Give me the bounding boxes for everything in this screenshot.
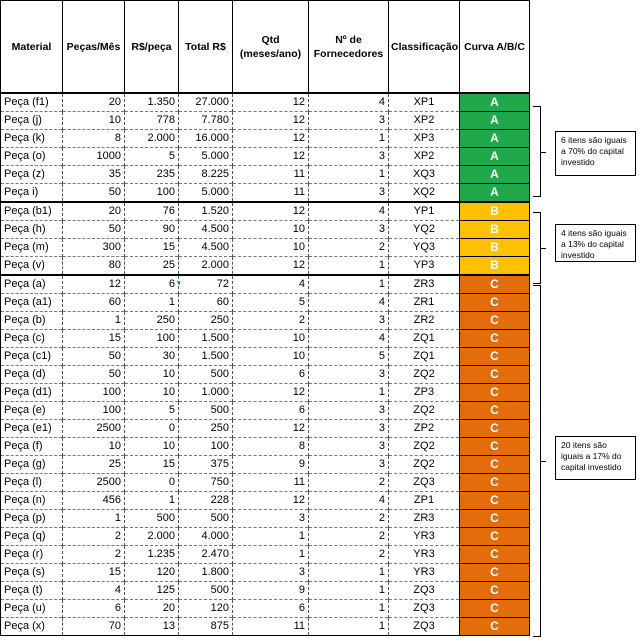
cell-classificacao: ZQ1 (389, 330, 460, 348)
cell-preco: 100 (125, 330, 179, 348)
cell-curva: A (460, 148, 530, 166)
cell-pecas-mes: 15 (63, 330, 125, 348)
cell-qtd: 11 (233, 474, 309, 492)
cell-preco: 0 (125, 474, 179, 492)
cell-classificacao: ZR2 (389, 312, 460, 330)
cell-pecas-mes: 300 (63, 239, 125, 257)
cell-qtd: 10 (233, 239, 309, 257)
cell-total: 100 (179, 438, 233, 456)
table-row (1, 275, 530, 294)
cell-qtd: 8 (233, 438, 309, 456)
cell-curva: C (460, 528, 530, 546)
table-row (1, 600, 530, 618)
cell-total: 500 (179, 582, 233, 600)
table-row (1, 184, 530, 203)
cell-fornecedores: 2 (309, 239, 389, 257)
cell-material: Peça (s) (1, 564, 63, 582)
cell-total: 8.225 (179, 166, 233, 184)
cell-classificacao: ZQ3 (389, 474, 460, 492)
note-curva-c: 20 itens são iguais a 17% do capital investido (555, 436, 636, 480)
cell-pecas-mes: 50 (63, 348, 125, 366)
cell-material: Peça (t) (1, 582, 63, 600)
table-row (1, 166, 530, 184)
cell-qtd: 11 (233, 618, 309, 636)
cell-pecas-mes: 2500 (63, 420, 125, 438)
cell-fornecedores: 1 (309, 257, 389, 276)
cell-pecas-mes: 60 (63, 294, 125, 312)
cell-classificacao: ZR1 (389, 294, 460, 312)
cell-classificacao: ZQ3 (389, 582, 460, 600)
header-classificacao: Classificação (389, 1, 460, 94)
cell-fornecedores: 1 (309, 275, 389, 294)
cell-preco: 10 (125, 366, 179, 384)
cell-total: 5.000 (179, 148, 233, 166)
cell-qtd: 12 (233, 202, 309, 221)
cell-curva: C (460, 384, 530, 402)
cell-qtd: 3 (233, 564, 309, 582)
cell-material: Peça (v) (1, 257, 63, 276)
cell-curva: A (460, 166, 530, 184)
cell-pecas-mes: 20 (63, 93, 125, 112)
header-pecas-mes: Peças/Mês (63, 1, 125, 94)
cell-qtd: 10 (233, 348, 309, 366)
table-row (1, 221, 530, 239)
cell-fornecedores: 2 (309, 528, 389, 546)
cell-curva: C (460, 600, 530, 618)
cell-curva: C (460, 492, 530, 510)
cell-classificacao: ZQ3 (389, 618, 460, 636)
cell-curva: A (460, 93, 530, 112)
cell-classificacao: YR3 (389, 564, 460, 582)
cell-material: Peça (f1) (1, 93, 63, 112)
cell-material: Peça (d) (1, 366, 63, 384)
cell-pecas-mes: 1000 (63, 148, 125, 166)
cell-qtd: 1 (233, 528, 309, 546)
cell-total: 5.000 (179, 184, 233, 203)
cell-pecas-mes: 50 (63, 221, 125, 239)
cell-curva: C (460, 330, 530, 348)
table-row (1, 112, 530, 130)
cell-preco: 120 (125, 564, 179, 582)
cell-pecas-mes: 70 (63, 618, 125, 636)
brace-c (533, 285, 541, 637)
cell-fornecedores: 1 (309, 618, 389, 636)
cell-total: 1.520 (179, 202, 233, 221)
cell-total: 1.500 (179, 330, 233, 348)
cell-classificacao: YP3 (389, 257, 460, 276)
table-row (1, 130, 530, 148)
cell-qtd: 11 (233, 184, 309, 203)
cell-preco: 2.000 (125, 130, 179, 148)
cell-pecas-mes: 10 (63, 112, 125, 130)
cell-pecas-mes: 6 (63, 600, 125, 618)
header-fornecedores: Nº de Fornecedores (309, 1, 389, 94)
cell-pecas-mes: 12 (63, 275, 125, 294)
cell-total: 4.500 (179, 221, 233, 239)
cell-classificacao: YR3 (389, 528, 460, 546)
cell-classificacao: YQ3 (389, 239, 460, 257)
cell-fornecedores: 1 (309, 600, 389, 618)
cell-pecas-mes: 25 (63, 456, 125, 474)
cell-fornecedores: 3 (309, 221, 389, 239)
cell-curva: C (460, 510, 530, 528)
brace-b (533, 212, 541, 284)
cell-qtd: 2 (233, 312, 309, 330)
cell-qtd: 6 (233, 600, 309, 618)
table-row (1, 510, 530, 528)
cell-preco: 500 (125, 510, 179, 528)
cell-curva: A (460, 130, 530, 148)
cell-pecas-mes: 80 (63, 257, 125, 276)
cell-curva: C (460, 564, 530, 582)
cell-material: Peça (p) (1, 510, 63, 528)
cell-qtd: 6 (233, 402, 309, 420)
table-row (1, 474, 530, 492)
cell-preco: 10 (125, 438, 179, 456)
cell-preco: 125 (125, 582, 179, 600)
cell-pecas-mes: 8 (63, 130, 125, 148)
table-row (1, 564, 530, 582)
cell-qtd: 10 (233, 221, 309, 239)
cell-fornecedores: 4 (309, 202, 389, 221)
cell-preco: 6 (125, 275, 179, 294)
cell-qtd: 12 (233, 112, 309, 130)
cell-material: Peça (g) (1, 456, 63, 474)
cell-qtd: 12 (233, 257, 309, 276)
cell-curva: B (460, 257, 530, 276)
cell-preco: 13 (125, 618, 179, 636)
cell-fornecedores: 1 (309, 130, 389, 148)
cell-material: Peça (h) (1, 221, 63, 239)
cell-curva: C (460, 312, 530, 330)
table-row (1, 366, 530, 384)
cell-classificacao: XQ2 (389, 184, 460, 203)
table-row (1, 438, 530, 456)
cell-preco: 90 (125, 221, 179, 239)
cell-fornecedores: 4 (309, 294, 389, 312)
cell-fornecedores: 3 (309, 312, 389, 330)
cell-qtd: 3 (233, 510, 309, 528)
cell-classificacao: YR3 (389, 546, 460, 564)
cell-fornecedores: 4 (309, 93, 389, 112)
cell-material: Peça (c) (1, 330, 63, 348)
cell-pecas-mes: 1 (63, 510, 125, 528)
cell-material: Peça (d1) (1, 384, 63, 402)
table-row (1, 239, 530, 257)
table-row (1, 546, 530, 564)
header-material: Material (1, 1, 63, 94)
cell-fornecedores: 3 (309, 366, 389, 384)
cell-fornecedores: 5 (309, 348, 389, 366)
cell-material: Peça (b) (1, 312, 63, 330)
cell-pecas-mes: 2 (63, 528, 125, 546)
cell-fornecedores: 2 (309, 510, 389, 528)
cell-total: 4.500 (179, 239, 233, 257)
cell-material: Peça (f) (1, 438, 63, 456)
cell-classificacao: ZQ2 (389, 438, 460, 456)
cell-preco: 1.350 (125, 93, 179, 112)
cell-pecas-mes: 100 (63, 384, 125, 402)
cell-classificacao: ZR3 (389, 510, 460, 528)
cell-curva: C (460, 582, 530, 600)
cell-preco: 1.235 (125, 546, 179, 564)
cell-material: Peça (j) (1, 112, 63, 130)
cell-total: 250 (179, 312, 233, 330)
cell-material: Peça (z) (1, 166, 63, 184)
cell-material: Peça (r) (1, 546, 63, 564)
note-curva-a: 6 itens são iguais a 70% do capital investido (555, 131, 636, 176)
cell-fornecedores: 3 (309, 184, 389, 203)
table-body (1, 93, 530, 636)
cell-pecas-mes: 15 (63, 564, 125, 582)
cell-preco: 10 (125, 384, 179, 402)
cell-fornecedores: 3 (309, 402, 389, 420)
cell-fornecedores: 3 (309, 456, 389, 474)
cell-qtd: 9 (233, 456, 309, 474)
cell-preco: 0 (125, 420, 179, 438)
table-row (1, 202, 530, 221)
cell-pecas-mes: 1 (63, 312, 125, 330)
cell-classificacao: ZQ3 (389, 600, 460, 618)
cell-pecas-mes: 4 (63, 582, 125, 600)
cell-fornecedores: 2 (309, 546, 389, 564)
cell-preco: 250 (125, 312, 179, 330)
cell-preco: 1 (125, 294, 179, 312)
cell-fornecedores: 1 (309, 582, 389, 600)
cell-total: 7.780 (179, 112, 233, 130)
cell-total: 16.000 (179, 130, 233, 148)
cell-qtd: 4 (233, 275, 309, 294)
cell-material: Peça (x) (1, 618, 63, 636)
cell-material: Peça (n) (1, 492, 63, 510)
cell-qtd: 12 (233, 420, 309, 438)
cell-qtd: 12 (233, 492, 309, 510)
cell-curva: C (460, 420, 530, 438)
cell-total: 875 (179, 618, 233, 636)
cell-preco: 5 (125, 402, 179, 420)
cell-preco: 100 (125, 184, 179, 203)
cell-curva: C (460, 366, 530, 384)
cell-pecas-mes: 20 (63, 202, 125, 221)
cell-pecas-mes: 456 (63, 492, 125, 510)
table-row (1, 294, 530, 312)
cell-qtd: 12 (233, 130, 309, 148)
table-row (1, 257, 530, 276)
table-row (1, 402, 530, 420)
cell-classificacao: ZP1 (389, 492, 460, 510)
cell-total: 120 (179, 600, 233, 618)
cell-material: Peça (a1) (1, 294, 63, 312)
cell-material: Peça (q) (1, 528, 63, 546)
table-row (1, 348, 530, 366)
cell-curva: B (460, 202, 530, 221)
table-row (1, 618, 530, 636)
header-qtd: Qtd (meses/ano) (233, 1, 309, 94)
cell-fornecedores: 3 (309, 148, 389, 166)
cell-classificacao: ZR3 (389, 275, 460, 294)
cell-classificacao: ZQ2 (389, 456, 460, 474)
cell-preco: 2.000 (125, 528, 179, 546)
table-row (1, 330, 530, 348)
cell-material: Peça (e) (1, 402, 63, 420)
cell-pecas-mes: 100 (63, 402, 125, 420)
cell-preco: 5 (125, 148, 179, 166)
cell-fornecedores: 3 (309, 112, 389, 130)
cell-qtd: 6 (233, 366, 309, 384)
table-row (1, 582, 530, 600)
cell-total: 2.470 (179, 546, 233, 564)
cell-qtd: 12 (233, 148, 309, 166)
cell-curva: C (460, 275, 530, 294)
cell-preco: 76 (125, 202, 179, 221)
cell-material: Peça (u) (1, 600, 63, 618)
cell-classificacao: XP2 (389, 148, 460, 166)
brace-a (533, 106, 541, 197)
cell-preco: 25 (125, 257, 179, 276)
cell-total: 500 (179, 402, 233, 420)
cell-material: Peça (b1) (1, 202, 63, 221)
cell-qtd: 11 (233, 166, 309, 184)
cell-classificacao: XQ3 (389, 166, 460, 184)
cell-total: 4.000 (179, 528, 233, 546)
cell-classificacao: ZP2 (389, 420, 460, 438)
cell-classificacao: ZP3 (389, 384, 460, 402)
cell-curva: C (460, 438, 530, 456)
cell-pecas-mes: 35 (63, 166, 125, 184)
cell-curva: A (460, 112, 530, 130)
cell-material: Peça (a) (1, 275, 63, 294)
cell-pecas-mes: 50 (63, 366, 125, 384)
cell-qtd: 5 (233, 294, 309, 312)
table-row (1, 420, 530, 438)
cell-total: 228 (179, 492, 233, 510)
cell-preco: 235 (125, 166, 179, 184)
cell-classificacao: ZQ2 (389, 366, 460, 384)
cell-classificacao: ZQ1 (389, 348, 460, 366)
cell-fornecedores: 1 (309, 166, 389, 184)
cell-classificacao: ZQ2 (389, 402, 460, 420)
cell-qtd: 12 (233, 384, 309, 402)
cell-total: 1.000 (179, 384, 233, 402)
cell-fornecedores: 3 (309, 420, 389, 438)
cell-curva: B (460, 239, 530, 257)
cell-curva: C (460, 402, 530, 420)
cell-preco: 15 (125, 456, 179, 474)
note-curva-b: 4 itens são iguais a 13% do capital investido (555, 224, 636, 262)
cell-curva: C (460, 348, 530, 366)
cell-total: 500 (179, 366, 233, 384)
cell-preco: 30 (125, 348, 179, 366)
cell-pecas-mes: 10 (63, 438, 125, 456)
cell-curva: B (460, 221, 530, 239)
cell-preco: 15 (125, 239, 179, 257)
table-row (1, 148, 530, 166)
cell-total: 250 (179, 420, 233, 438)
cell-qtd: 1 (233, 546, 309, 564)
cell-material: Peça i) (1, 184, 63, 203)
cell-qtd: 9 (233, 582, 309, 600)
cell-preco: 1 (125, 492, 179, 510)
cell-material: Peça (o) (1, 148, 63, 166)
cell-total: 1.500 (179, 348, 233, 366)
table-row (1, 93, 530, 112)
cell-qtd: 12 (233, 93, 309, 112)
header-total: Total R$ (179, 1, 233, 94)
cell-curva: C (460, 546, 530, 564)
cell-pecas-mes: 50 (63, 184, 125, 203)
cell-fornecedores: 1 (309, 384, 389, 402)
cell-classificacao: XP3 (389, 130, 460, 148)
cell-total: 72 (179, 275, 233, 294)
cell-fornecedores: 4 (309, 330, 389, 348)
cell-material: Peça (l) (1, 474, 63, 492)
cell-total: 2.000 (179, 257, 233, 276)
table-row (1, 312, 530, 330)
header-preco: R$/peça (125, 1, 179, 94)
cell-material: Peça (e1) (1, 420, 63, 438)
cell-fornecedores: 1 (309, 564, 389, 582)
cell-pecas-mes: 2 (63, 546, 125, 564)
cell-material: Peça (m) (1, 239, 63, 257)
header-curva: Curva A/B/C (460, 1, 530, 94)
cell-total: 750 (179, 474, 233, 492)
cell-qtd: 10 (233, 330, 309, 348)
cell-fornecedores: 3 (309, 438, 389, 456)
cell-classificacao: YP1 (389, 202, 460, 221)
cell-total: 27.000 (179, 93, 233, 112)
table-row (1, 528, 530, 546)
cell-curva: A (460, 184, 530, 203)
cell-total: 60 (179, 294, 233, 312)
table-row (1, 492, 530, 510)
cell-preco: 20 (125, 600, 179, 618)
table-row (1, 456, 530, 474)
header-row (1, 1, 530, 94)
cell-curva: C (460, 474, 530, 492)
cell-fornecedores: 4 (309, 492, 389, 510)
cell-material: Peça (k) (1, 130, 63, 148)
cell-preco: 778 (125, 112, 179, 130)
cell-classificacao: XP2 (389, 112, 460, 130)
cell-curva: C (460, 456, 530, 474)
cell-total: 1.800 (179, 564, 233, 582)
cell-fornecedores: 2 (309, 474, 389, 492)
cell-pecas-mes: 2500 (63, 474, 125, 492)
cell-curva: C (460, 294, 530, 312)
cell-material: Peça (c1) (1, 348, 63, 366)
cell-classificacao: XP1 (389, 93, 460, 112)
cell-curva: C (460, 618, 530, 636)
cell-total: 500 (179, 510, 233, 528)
table-row (1, 384, 530, 402)
cell-classificacao: YQ2 (389, 221, 460, 239)
cell-total: 375 (179, 456, 233, 474)
